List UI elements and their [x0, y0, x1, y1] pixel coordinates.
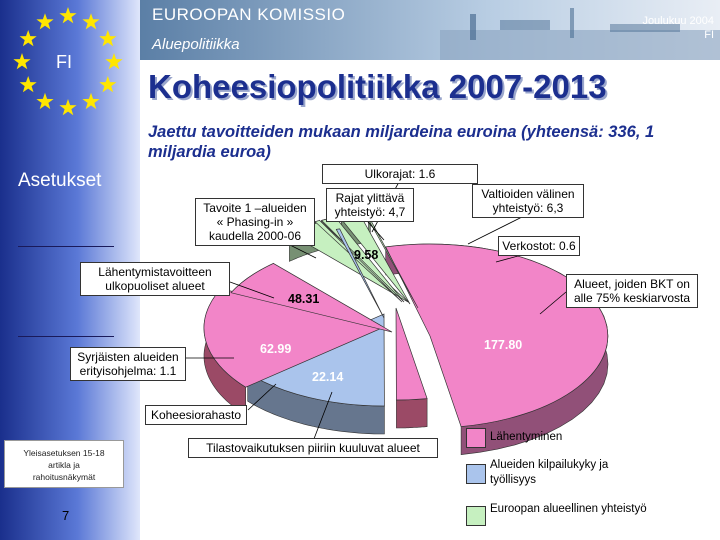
legend-label: Euroopan alueellinen yhteistyö	[490, 503, 647, 515]
page-subtitle: Jaettu tavoitteiden mukaan miljardeina euroina (yhteensä: 336, 1 miljardia euroa)	[148, 123, 655, 161]
legend-label: Alueiden kilpailukyky ja työllisyys	[490, 459, 609, 486]
label-verkostot: Verkostot: 0.6	[498, 236, 580, 256]
label-syrjaisten: Syrjäisten alueiden erityisohjelma: 1.1	[70, 347, 186, 381]
label-lahentymis: Lähentymistavoitteen ulkopuoliset alueet	[80, 262, 230, 296]
page-title: Koheesiopolitiikka 2007-2013	[148, 68, 607, 105]
value-label: 62.99	[260, 342, 292, 356]
organization-name: EUROOPAN KOMISSIO	[152, 5, 346, 24]
value-label: 22.14	[312, 370, 344, 384]
label-koheesio: Koheesiorahasto	[145, 405, 247, 425]
value-label: 48.31	[288, 292, 320, 306]
label-tavoite1: Tavoite 1 –alueiden « Phasing-in » kaudella 2000-06	[195, 198, 315, 246]
article-note-line: rahoitusnäkymät	[32, 472, 96, 482]
date-line: FI	[704, 29, 714, 41]
label-rajat: Rajat ylittävä yhteistyö: 4,7	[326, 188, 414, 222]
value-label: 177.80	[484, 338, 523, 352]
legend-swatch	[466, 464, 486, 484]
section-name: Aluepolitiikka	[152, 36, 240, 53]
legend-swatch	[466, 428, 486, 448]
value-label: 9.58	[354, 248, 379, 262]
label-alueet: Alueet, joiden BKT on alle 75% keskiarvosta	[566, 274, 698, 308]
article-note-line: artikla ja	[48, 460, 80, 470]
legend-label: Lähentyminen	[490, 431, 563, 443]
article-note-line: Yleisasetuksen 15-18	[23, 448, 105, 458]
label-ulkorajat: Ulkorajat: 1.6	[322, 164, 478, 184]
page-number: 7	[62, 508, 70, 523]
language-code: FI	[56, 52, 72, 72]
sidebar-label: Asetukset	[18, 170, 102, 191]
label-tilasto: Tilastovaikutuksen piiriin kuuluvat alueet	[188, 438, 438, 458]
legend-swatch	[466, 506, 486, 526]
label-valtioiden: Valtioiden välinen yhteistyö: 6,3	[472, 184, 584, 218]
pie-slice	[396, 308, 427, 400]
date-line: Joulukuu 2004	[642, 15, 714, 27]
pie-slice-side	[396, 399, 427, 428]
